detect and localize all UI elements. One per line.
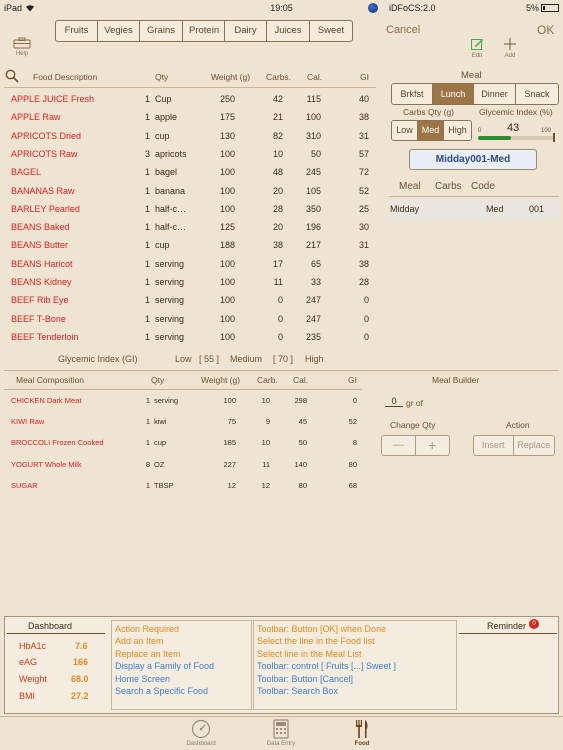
- composition-header-name: Meal Composition: [16, 375, 85, 385]
- food-row[interactable]: [0, 309, 378, 327]
- food-gi: 0: [363, 313, 369, 324]
- composition-unit: OZ: [154, 459, 165, 469]
- tab-food-label: Food: [354, 741, 370, 747]
- food-carbs: 28: [272, 203, 283, 214]
- food-carbs: 21: [272, 112, 283, 123]
- gi-min-label: 0: [478, 128, 482, 134]
- composition-header-cal: Cal.: [293, 375, 309, 385]
- food-unit: apple: [155, 112, 178, 123]
- food-cal: 350: [305, 203, 321, 214]
- reminder-label[interactable]: Reminder: [487, 621, 527, 631]
- food-cal: 217: [305, 240, 321, 251]
- segment-fruits[interactable]: Fruits: [56, 21, 98, 41]
- battery-icon: [541, 4, 559, 12]
- edit-icon: [470, 37, 484, 51]
- composition-qty: 1: [145, 396, 150, 405]
- food-unit: apricots: [155, 148, 187, 159]
- carbs-segment-high[interactable]: High: [444, 121, 471, 140]
- meal-table-header-code: Code: [471, 181, 495, 192]
- composition-weight: 100: [223, 396, 236, 405]
- grams-input[interactable]: 0: [385, 396, 403, 407]
- food-carbs: 42: [272, 94, 283, 104]
- gi-percent-label: Glycemic Index (%): [479, 107, 553, 117]
- food-cal: 100: [305, 112, 321, 123]
- meal-segment-dinner[interactable]: Dinner: [474, 84, 516, 104]
- metric-eag-value: 166: [73, 657, 89, 667]
- composition-row[interactable]: [0, 391, 364, 411]
- food-row[interactable]: [0, 144, 378, 162]
- food-gi: 30: [358, 222, 369, 233]
- globe-icon: [368, 3, 378, 13]
- gi-legend-medium: Medium: [230, 354, 263, 364]
- food-cal: 105: [305, 185, 321, 196]
- food-row[interactable]: [0, 327, 378, 345]
- food-cal: 50: [310, 148, 321, 159]
- tab-dashboard-label: Dashboard: [186, 741, 216, 747]
- action-buttons: [473, 435, 555, 456]
- food-qty: 1: [144, 203, 150, 214]
- food-name: BANANAS Raw: [11, 185, 75, 196]
- food-unit: cup: [155, 240, 170, 251]
- food-carbs: 20: [272, 222, 283, 233]
- composition-qty: 1: [145, 480, 150, 490]
- food-unit: serving: [155, 295, 185, 306]
- food-unit: Cup: [155, 94, 172, 104]
- composition-weight: 75: [227, 417, 236, 427]
- food-gi: 72: [358, 167, 369, 178]
- food-name: BEEF Tenderloin: [11, 331, 79, 342]
- food-unit: half-c…: [155, 203, 187, 214]
- composition-header-qty: Qty: [151, 375, 165, 385]
- divider: [389, 196, 559, 197]
- change-qty-label: Change Qty: [390, 420, 436, 430]
- food-cal: 247: [305, 295, 321, 306]
- metric-bmi-label: BMI: [19, 691, 36, 701]
- composition-row[interactable]: [0, 433, 364, 453]
- food-qty: 1: [144, 185, 150, 196]
- food-qty: 1: [144, 331, 150, 342]
- composition-carb: 10: [261, 396, 270, 405]
- category-segmented-control: [55, 20, 353, 42]
- plus-icon: [503, 37, 517, 51]
- meal-table-header-carbs: Carbs: [435, 181, 462, 192]
- food-row[interactable]: [0, 199, 378, 217]
- food-unit: bagel: [155, 167, 178, 178]
- composition-name: SUGAR: [11, 480, 38, 490]
- status-app-name: iDFoCS:2.0: [389, 3, 436, 13]
- composition-name: YOGURT Whole Milk: [11, 459, 82, 469]
- segment-protein[interactable]: Protein: [183, 21, 225, 41]
- toolbox-icon: [13, 37, 31, 49]
- food-name: BEANS Baked: [11, 222, 70, 233]
- increment-button[interactable]: +: [428, 437, 437, 453]
- food-weight: 130: [219, 130, 235, 141]
- food-unit: serving: [155, 313, 185, 324]
- add-button[interactable]: [500, 37, 520, 59]
- food-unit: serving: [155, 331, 185, 342]
- composition-weight: 12: [227, 480, 236, 490]
- food-name: APPLE Raw: [11, 112, 61, 123]
- header-weight: Weight (g): [211, 72, 251, 82]
- food-name: APRICOTS Raw: [11, 148, 78, 159]
- meal-row-code: 001: [529, 204, 545, 214]
- tab-dashboard[interactable]: [178, 717, 224, 747]
- composition-cal: 140: [294, 459, 307, 469]
- food-qty: 1: [144, 313, 150, 324]
- metric-weight-label: Weight: [19, 674, 47, 684]
- help-list-item: Select the line in the Food list: [257, 636, 375, 647]
- gi-legend-high: High: [305, 354, 324, 364]
- segment-sweet[interactable]: Sweet: [317, 25, 345, 36]
- gi-legend-low: Low: [175, 354, 192, 364]
- composition-weight: 185: [223, 438, 236, 448]
- composition-carb: 9: [265, 417, 270, 427]
- food-qty: 1: [144, 258, 150, 269]
- meal-row-meal: Midday: [390, 204, 420, 214]
- gi-progress-bar: [478, 136, 555, 140]
- food-weight: 100: [219, 185, 235, 196]
- food-gi: 31: [358, 130, 369, 141]
- food-gi: 40: [358, 94, 369, 104]
- meal-table-row[interactable]: [389, 199, 559, 220]
- food-carbs: 0: [277, 313, 283, 324]
- calculator-icon: [273, 719, 289, 739]
- composition-row[interactable]: [0, 476, 364, 496]
- food-carbs: 11: [273, 277, 283, 287]
- divider: [4, 389, 362, 390]
- food-gi: 0: [363, 295, 369, 306]
- food-name: APRICOTS Dried: [11, 130, 82, 141]
- food-row[interactable]: [0, 162, 378, 180]
- gr-of-label: gr of: [406, 398, 424, 408]
- composition-row[interactable]: [0, 455, 364, 475]
- metric-hba1c-label: HbA1c: [19, 641, 47, 651]
- composition-carb: 10: [261, 438, 270, 448]
- composition-gi: 0: [352, 396, 357, 405]
- meal-segmented-control: [391, 83, 559, 105]
- food-weight: 100: [219, 258, 235, 269]
- food-qty: 1: [144, 167, 150, 178]
- header-gi: GI: [360, 72, 369, 82]
- tab-food[interactable]: [341, 717, 383, 747]
- food-carbs: 10: [272, 148, 283, 159]
- food-gi: 52: [358, 185, 369, 196]
- decrement-button[interactable]: —: [382, 436, 416, 455]
- header-qty: Qty: [155, 72, 169, 82]
- food-qty: 1: [144, 277, 150, 287]
- composition-qty: 1: [145, 417, 150, 427]
- food-qty: 1: [144, 94, 150, 104]
- food-row[interactable]: [0, 272, 378, 290]
- food-name: BEANS Butter: [11, 240, 69, 251]
- status-time: 19:05: [270, 3, 293, 13]
- food-name: BEANS Kidney: [11, 277, 72, 287]
- help-list-item: Toolbar: control [ Fruits [...] Sweet ]: [257, 661, 397, 672]
- food-row[interactable]: [0, 217, 378, 235]
- status-bar: [0, 0, 563, 16]
- tab-bar: [0, 716, 563, 750]
- replace-button[interactable]: Replace: [517, 440, 551, 450]
- food-cal: 310: [305, 130, 321, 141]
- food-weight: 100: [219, 167, 235, 178]
- composition-row[interactable]: [0, 412, 364, 432]
- food-gi: 57: [358, 148, 369, 159]
- header-food-description: Food Description: [33, 72, 98, 82]
- help-list-right: [253, 620, 457, 710]
- food-row[interactable]: [0, 181, 378, 199]
- meal-builder-title: Meal Builder: [432, 375, 480, 385]
- meal-row-carbs: Med: [486, 204, 504, 214]
- food-weight: 100: [219, 295, 235, 306]
- composition-name: BROCCOLI Frozen Cooked: [11, 438, 104, 448]
- composition-cal: 50: [298, 438, 307, 448]
- food-weight: 175: [219, 112, 235, 123]
- food-qty: 1: [144, 222, 150, 233]
- tab-data-entry[interactable]: [258, 717, 304, 747]
- composition-gi: 68: [348, 480, 357, 490]
- food-name: BEEF Rib Eye: [11, 295, 69, 306]
- divider: [7, 633, 105, 634]
- food-qty: 1: [144, 240, 150, 251]
- divider: [4, 87, 376, 88]
- composition-carb: 11: [262, 459, 270, 469]
- carbs-qty-label: Carbs Qty (g): [403, 107, 455, 117]
- qty-stepper: [381, 435, 450, 456]
- segment-grains[interactable]: Grains: [140, 21, 183, 41]
- food-cal: 65: [310, 258, 321, 269]
- composition-header-gi: GI: [348, 375, 357, 385]
- cancel-button[interactable]: Cancel: [386, 24, 421, 36]
- help-label: Help: [15, 51, 29, 57]
- metric-hba1c-value: 7.6: [75, 641, 88, 651]
- meal-segment-lunch[interactable]: Lunch: [433, 84, 474, 104]
- composition-cal: 298: [294, 396, 307, 405]
- food-row[interactable]: [0, 235, 378, 253]
- help-list-item: Replace an Item: [115, 648, 181, 659]
- food-gi: 38: [358, 258, 369, 269]
- help-list-item: Display a Family of Food: [115, 661, 215, 672]
- food-carbs: 38: [272, 240, 283, 251]
- meal-table-header-meal: Meal: [399, 181, 421, 192]
- gi-legend-low-value: [ 55 ]: [199, 354, 220, 364]
- carbs-segmented-control: [391, 120, 472, 141]
- metric-eag-label: eAG: [19, 657, 38, 667]
- food-unit: serving: [155, 277, 185, 287]
- action-label: Action: [506, 420, 530, 430]
- food-carbs: 0: [277, 331, 283, 342]
- food-name: BEANS Haricot: [11, 258, 73, 269]
- food-cal: 196: [305, 222, 321, 233]
- gi-progress-fill: [478, 136, 511, 140]
- food-row[interactable]: [0, 290, 378, 308]
- food-carbs: 48: [272, 167, 283, 178]
- composition-cal: 80: [298, 480, 307, 490]
- composition-cal: 45: [298, 417, 307, 427]
- food-gi: 25: [358, 203, 369, 214]
- gi-legend-label: Glycemic Index (GI): [58, 354, 138, 364]
- food-weight: 100: [219, 203, 235, 214]
- food-cal: 245: [305, 167, 321, 178]
- food-unit: serving: [155, 258, 185, 269]
- gi-value: 43: [507, 122, 520, 134]
- composition-qty: 8: [145, 459, 150, 469]
- food-weight: 125: [219, 222, 235, 233]
- battery-percent: 5%: [525, 3, 539, 13]
- edit-label: Edit: [471, 53, 483, 59]
- food-unit: cup: [155, 130, 170, 141]
- dashboard-title: Dashboard: [28, 621, 73, 631]
- food-name: BAGEL: [11, 167, 42, 178]
- dashboard-panel: [4, 616, 559, 714]
- help-list-item: Toolbar: Button [Cancel]: [257, 673, 354, 684]
- composition-unit: serving: [154, 396, 179, 405]
- food-gi: 0: [363, 331, 369, 342]
- header-cal: Cal.: [307, 72, 323, 82]
- food-weight: 100: [219, 148, 235, 159]
- composition-name: CHICKEN Dark Meat: [11, 396, 82, 405]
- food-weight: 100: [219, 331, 235, 342]
- divider: [459, 633, 557, 634]
- composition-gi: 80: [348, 459, 357, 469]
- food-qty: 1: [144, 130, 150, 141]
- help-list-item: Add an Item: [115, 636, 164, 647]
- food-weight: 100: [219, 313, 235, 324]
- device-name: iPad: [4, 3, 23, 13]
- carbs-segment-med[interactable]: Med: [418, 121, 444, 140]
- gi-max-label: 100: [541, 128, 552, 134]
- food-cal: 33: [310, 277, 321, 287]
- food-cal: 247: [305, 313, 321, 324]
- edit-button[interactable]: [467, 37, 487, 59]
- food-carbs: 0: [277, 295, 283, 306]
- header-carbs: Carbs.: [266, 72, 292, 82]
- food-cal: 115: [306, 94, 321, 104]
- help-list-left: [111, 620, 252, 710]
- composition-unit: TBSP: [154, 480, 174, 490]
- composition-unit: cup: [154, 438, 167, 448]
- carbs-segment-low[interactable]: Low: [392, 121, 418, 140]
- composition-header-weight: Weight (g): [201, 375, 241, 385]
- ok-button[interactable]: OK: [537, 23, 555, 37]
- tab-data-entry-label: Data Entry: [266, 741, 296, 747]
- composition-gi: 8: [352, 438, 357, 448]
- gauge-icon: [191, 719, 211, 739]
- food-unit: half-c…: [155, 222, 187, 233]
- insert-button[interactable]: Insert: [474, 436, 514, 455]
- food-unit: banana: [155, 185, 186, 196]
- food-name: BARLEY Pearled: [11, 203, 80, 214]
- food-name: BEEF T-Bone: [11, 313, 66, 324]
- food-row[interactable]: [0, 107, 378, 125]
- segment-juices[interactable]: Juices: [267, 21, 310, 41]
- food-gi: 28: [358, 277, 369, 287]
- food-cal: 235: [305, 331, 321, 342]
- composition-unit: kiwi: [154, 417, 167, 427]
- help-list-item: Search a Specific Food: [115, 686, 209, 697]
- metric-weight-value: 68.0: [71, 674, 89, 684]
- food-weight: 250: [219, 94, 235, 104]
- composition-header-carb: Carb.: [257, 375, 278, 385]
- food-carbs: 82: [272, 130, 283, 141]
- help-list-item: Toolbar: Button [OK] when Done: [257, 624, 387, 634]
- food-row[interactable]: [0, 254, 378, 272]
- help-list-item: Select line in the Meal List: [257, 648, 362, 659]
- meal-code-button[interactable]: Midday001-Med: [409, 149, 537, 170]
- help-button[interactable]: [11, 37, 33, 57]
- divider: [4, 370, 559, 371]
- meal-segment-brkfst[interactable]: Brkfst: [392, 84, 433, 104]
- food-carbs: 17: [272, 258, 283, 269]
- food-weight: 188: [219, 240, 235, 251]
- food-qty: 3: [144, 148, 150, 159]
- food-weight: 100: [219, 277, 235, 287]
- composition-gi: 52: [348, 417, 357, 427]
- food-row[interactable]: [0, 126, 378, 144]
- search-icon[interactable]: [5, 69, 19, 83]
- segment-dairy[interactable]: Dairy: [225, 21, 267, 41]
- add-label: Add: [504, 53, 516, 59]
- help-list-item: Action Required: [115, 624, 180, 634]
- help-list-item: Home Screen: [115, 673, 171, 684]
- gi-legend-medium-value: [ 70 ]: [273, 354, 294, 364]
- food-name: APPLE JUICE Fresh: [11, 94, 95, 104]
- food-qty: 1: [144, 112, 150, 123]
- composition-qty: 1: [145, 438, 150, 448]
- metric-bmi-value: 27.2: [71, 691, 89, 701]
- help-list-item: Toolbar: Search Box: [257, 686, 339, 697]
- segment-vegies[interactable]: Vegies: [98, 21, 140, 41]
- composition-weight: 227: [223, 459, 236, 469]
- food-carbs: 20: [272, 185, 283, 196]
- reminder-badge: 0: [529, 619, 539, 629]
- meal-title: Meal: [461, 70, 482, 81]
- food-row[interactable]: [0, 89, 378, 107]
- food-gi: 31: [358, 240, 369, 251]
- food-qty: 1: [144, 295, 150, 306]
- food-gi: 38: [358, 112, 369, 123]
- composition-carb: 12: [261, 480, 270, 490]
- gi-progress-endcap: [553, 133, 555, 142]
- meal-segment-snack[interactable]: Snack: [516, 84, 558, 104]
- composition-name: KIWI Raw: [11, 417, 45, 427]
- fork-knife-icon: [354, 719, 370, 739]
